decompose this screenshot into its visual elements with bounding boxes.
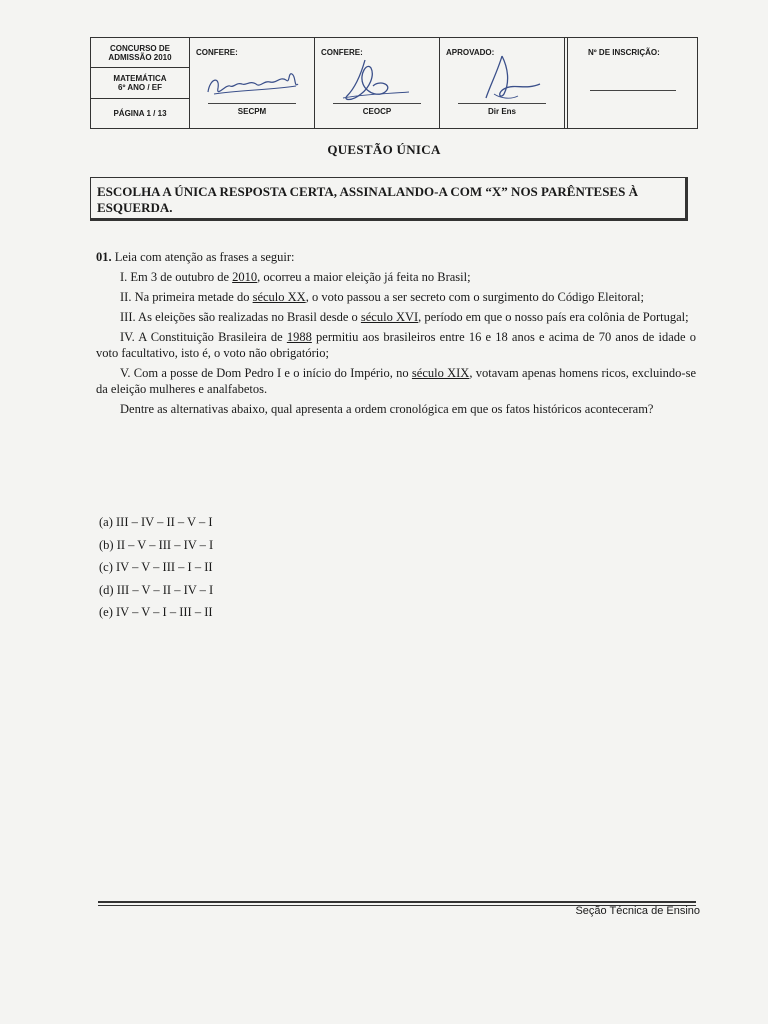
exam-name-line2: ADMISSÃO 2010	[108, 52, 172, 62]
s5-underlined: século XIX	[411, 366, 470, 380]
option-b[interactable]: (b) II – V – III – IV – I	[99, 537, 214, 552]
signature-dir-ens	[450, 54, 554, 106]
s5-text-a: V. Com a posse de Dom Pedro I e o início do Império, no	[120, 366, 412, 380]
s1-underlined: 2010	[232, 270, 258, 284]
subject	[91, 68, 189, 98]
question-prompt: Dentre as alternativas abaixo, qual apresenta a ordem cronológica em que os fatos históricos aconteceram?	[120, 402, 654, 416]
signature-line	[333, 103, 421, 104]
s2-text-a: II. Na primeira metade do	[120, 290, 253, 304]
statement-5	[96, 365, 696, 397]
confere-label: CONFERE:	[196, 48, 238, 57]
subject-line2: 6º ANO / EF	[118, 82, 162, 92]
option-c[interactable]: (c) IV – V – III – I – II	[99, 560, 213, 574]
signature-ceocp	[325, 54, 429, 106]
aprovado-label: APROVADO:	[446, 48, 495, 57]
s5-text-b: , votavam apenas homens ricos, excluindo-se da eleição mulheres e analfabetos.	[96, 366, 697, 396]
statement-2	[96, 289, 696, 305]
exam-info-cell	[91, 38, 190, 128]
option-e[interactable]: (e) IV – V – I – III – II	[99, 605, 213, 619]
header-table	[90, 37, 698, 129]
confere-secpm-cell	[190, 38, 315, 128]
subject-line1: MATEMÁTICA	[113, 73, 167, 83]
question-number: 01.	[96, 250, 112, 264]
s3-text-a: III. As eleições são realizadas no Brasil desde o	[120, 310, 361, 324]
confere-ceocp-cell	[315, 38, 440, 128]
s4-text-b: permitiu aos brasileiros entre 16 e 18 anos e acima de 70 anos de idade o voto facultativo, isto é, o voto não obrigatório;	[96, 330, 696, 360]
s4-underlined: 1988	[286, 330, 312, 344]
statement-4	[96, 329, 696, 361]
aprovado-cell	[440, 38, 565, 128]
s1-text-b: , ocorreu a maior eleição já feita no Brasil;	[257, 270, 471, 284]
footer-rule	[98, 901, 696, 903]
statement-3	[96, 309, 696, 325]
secpm-label: SECPM	[237, 107, 267, 116]
statement-1	[96, 269, 696, 285]
page-number-text: PÁGINA 1 / 13	[113, 108, 167, 118]
exam-name-line1: CONCURSO DE	[109, 43, 170, 53]
inscricao-cell	[567, 37, 698, 129]
dir-ens-label: Dir Ens	[487, 107, 516, 116]
option-a[interactable]: (a) III – IV – II – V – I	[99, 515, 213, 529]
s3-underlined: século XVI	[360, 310, 419, 324]
answer-options	[99, 511, 213, 624]
s4-text-a: IV. A Constituição Brasileira de	[120, 330, 287, 344]
intro-text: Leia com atenção as frases a seguir:	[114, 250, 295, 264]
confere-label: CONFERE:	[321, 48, 363, 57]
option-d[interactable]: (d) III – V – II – IV – I	[99, 582, 214, 597]
ceocp-label: CEOCP	[362, 107, 392, 116]
s2-text-b: , o voto passou a ser secreto com o surgimento do Código Eleitoral;	[305, 290, 644, 304]
exam-name	[91, 38, 189, 68]
signature-line	[458, 103, 546, 104]
page-title: QUESTÃO ÚNICA	[327, 142, 441, 157]
s1-text-a: I. Em 3 de outubro de	[120, 270, 233, 284]
question-intro	[96, 249, 696, 265]
inscricao-field[interactable]	[590, 90, 676, 91]
signature-secpm	[200, 54, 304, 106]
s3-text-b: , período em que o nosso país era colônia de Portugal;	[418, 310, 689, 324]
footer-text: Seção Técnica de Ensino	[575, 905, 700, 917]
s2-underlined: século XX	[252, 290, 306, 304]
question-body	[96, 249, 696, 421]
signature-line	[208, 103, 296, 104]
inscricao-label: Nº DE INSCRIÇÃO:	[588, 48, 660, 57]
page-number	[91, 99, 189, 128]
instruction-box: ESCOLHA A ÚNICA RESPOSTA CERTA, ASSINALANDO-A COM “X” NOS PARÊNTESES À ESQUERDA.	[90, 177, 688, 221]
